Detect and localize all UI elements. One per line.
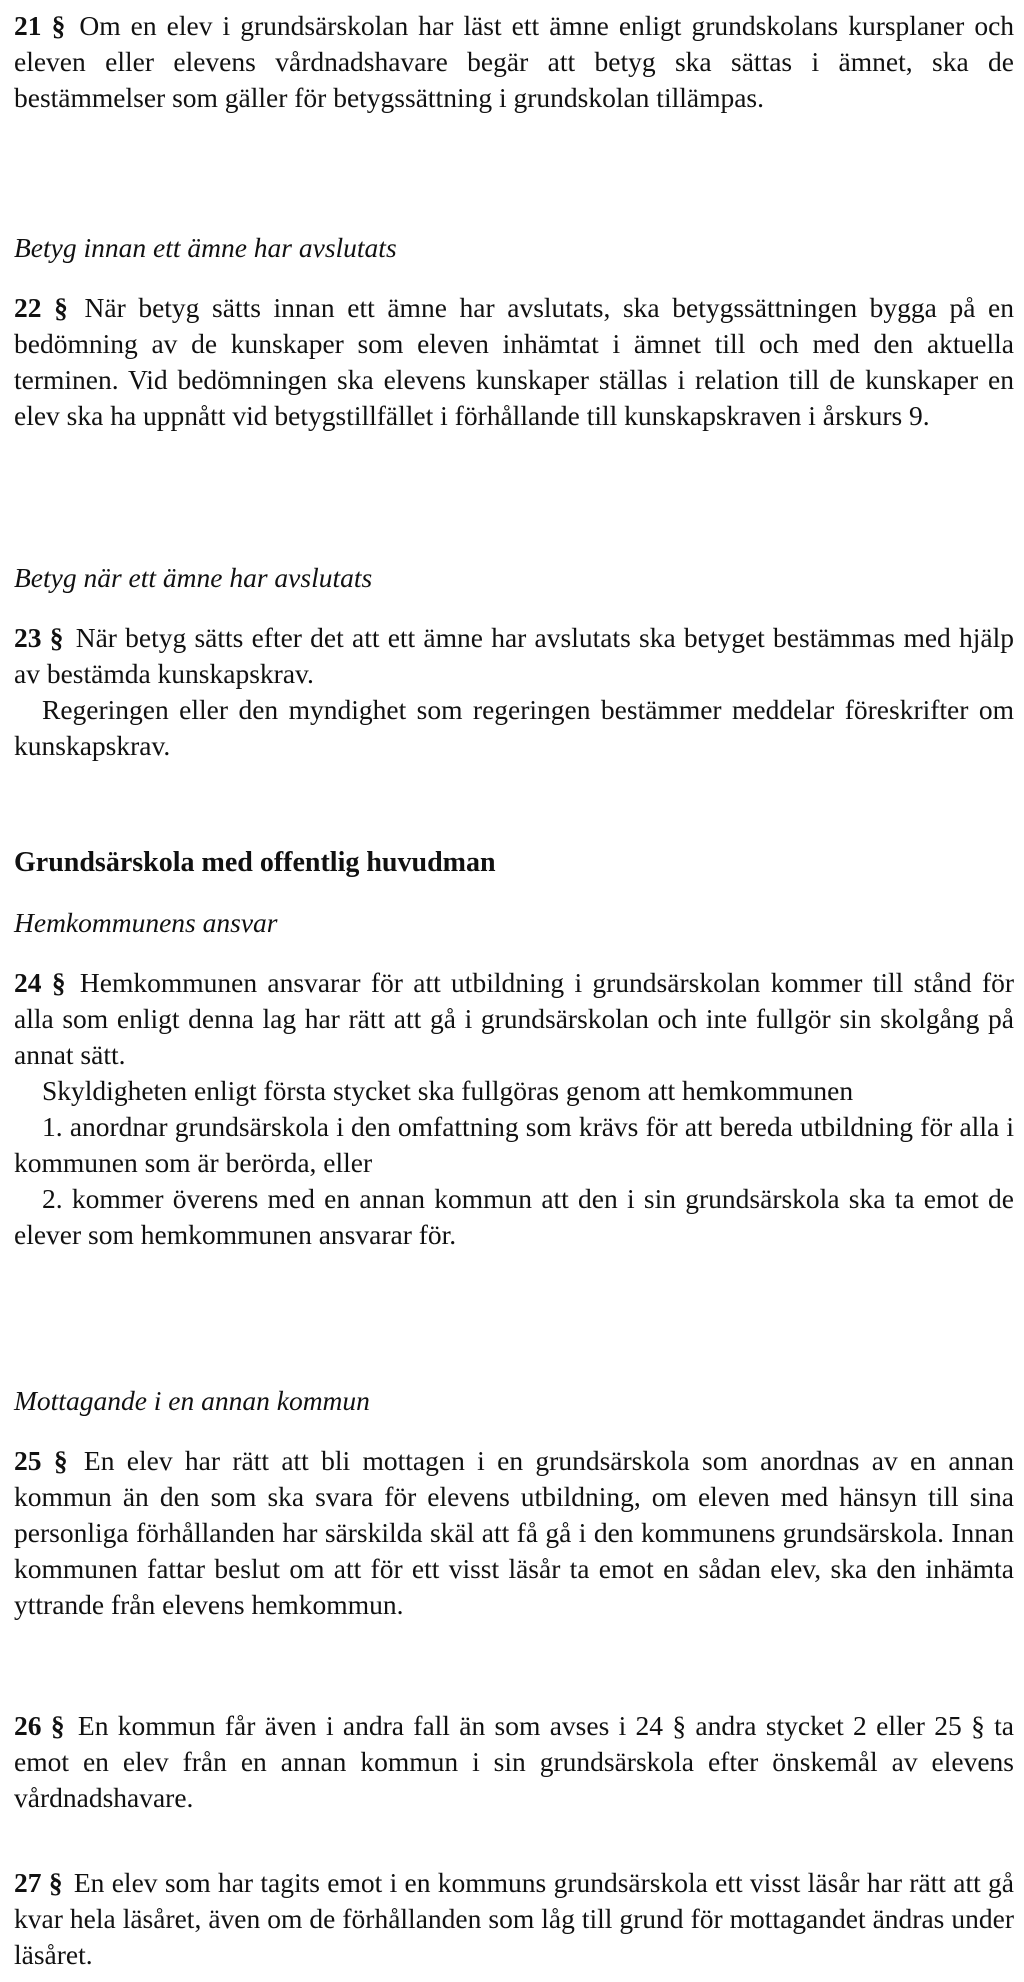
heading-betyg-nar — [14, 560, 1014, 596]
section-22 — [14, 290, 1014, 434]
section-25 — [14, 1443, 1014, 1623]
italic-heading: Betyg när ett ämne har avslutats — [14, 562, 373, 593]
paragraph-22 — [14, 290, 1014, 434]
heading-hemkommunens — [14, 905, 1014, 941]
section-number: 24 — [14, 967, 42, 998]
paragraph-text: En kommun får även i andra fall än som avses i 24 § andra stycket 2 eller 25 § ta emot en elev från en annan kommun i sin grundsärskola efter önskemål av elevens vårdnadshavare. — [14, 1710, 1015, 1813]
italic-heading: Mottagande i en annan kommun — [14, 1385, 370, 1416]
paragraph-24 — [14, 965, 1014, 1073]
heading-mottagande — [14, 1383, 1014, 1419]
section-sign: § — [53, 1445, 68, 1476]
bold-heading: Grundsärskola med offentlig huvudman — [14, 847, 496, 878]
section-26 — [14, 1708, 1014, 1816]
paragraph-text: Hemkommunen ansvarar för att utbildning i grundsärskolan kommer till stånd för alla som enligt denna lag har rätt att gå i grundsärskolan och inte fullgör sin skolgång på annat sätt. — [14, 967, 1015, 1070]
section-number: 25 — [14, 1445, 42, 1476]
section-sign: § — [51, 967, 66, 998]
paragraph-text: När betyg sätts efter det att ett ämne har avslutats ska betyget bestämmas med hjälp av bestämda kunskapskrav. — [14, 622, 1015, 689]
section-sign: § — [51, 10, 66, 41]
list-item-2: 2. kommer överens med en annan kommun att den i sin grundsärskola ska ta emot de elever som hemkommunen ansvarar för. — [14, 1183, 1014, 1250]
section-sign: § — [49, 622, 64, 653]
paragraph-23 — [14, 620, 1014, 692]
italic-heading: Betyg innan ett ämne har avslutats — [14, 232, 397, 263]
paragraph-21 — [14, 8, 1014, 116]
paragraph-text: När betyg sätts innan ett ämne har avslutats, ska betygssättningen bygga på en bedömning av de kunskaper som eleven inhämtat i ämnet till och med den aktuella terminen. Vid bedömningen ska elevens kunskaper ställas i relation till de kunskaper en elev ska ha uppnått vid betygstillfället i förhållande till kunskapskraven i årskurs 9. — [14, 292, 1015, 431]
section-sign: § — [50, 1710, 65, 1741]
paragraph-text: En elev har rätt att bli mottagen i en grundsärskola som anordnas av en annan kommun än den som ska svara för elevens utbildning, om eleven med hänsyn till sina personliga förhållanden har särskilda skäl att få gå i den kommunens grundsärskola. Innan kommunen fattar beslut om att för ett visst läsår ta emot en sådan elev, ska den inhämta yttrande från elevens hemkommun. — [14, 1445, 1014, 1620]
heading-grundsarskola — [14, 845, 1014, 881]
heading-betyg-innan — [14, 230, 1014, 266]
section-sign: § — [54, 292, 68, 323]
paragraph-text: Om en elev i grundsärskolan har läst ett ämne enligt grundskolans kursplaner och eleven eller elevens vårdnadshavare begär att betyg ska sättas i ämnet, ska de bestämmelser som gäller för betygssättning i grundskolan tillämpas. — [14, 10, 1015, 113]
section-number: 21 — [14, 10, 42, 41]
paragraph-26 — [14, 1708, 1014, 1816]
paragraph-24-second: Skyldigheten enligt första stycket ska fullgöras genom att hemkommunen — [42, 1075, 854, 1106]
section-number: 22 — [14, 292, 42, 323]
section-21 — [14, 8, 1014, 116]
paragraph-27 — [14, 1865, 1014, 1973]
paragraph-text: En elev som har tagits emot i en kommuns grundsärskola ett visst läsår har rätt att gå kvar hela läsåret, även om de förhållanden som låg till grund för mottagandet ändras under läsåret. — [14, 1867, 1015, 1970]
section-24 — [14, 965, 1014, 1253]
section-number: 23 — [14, 622, 42, 653]
section-27 — [14, 1865, 1014, 1973]
section-sign: § — [48, 1867, 63, 1898]
paragraph-23-second: Regeringen eller den myndighet som regeringen bestämmer meddelar föreskrifter om kunskapskrav. — [14, 694, 1014, 761]
section-number: 26 — [14, 1710, 42, 1741]
section-23 — [14, 620, 1014, 764]
paragraph-25 — [14, 1443, 1014, 1623]
italic-heading: Hemkommunens ansvar — [14, 907, 278, 938]
section-number: 27 — [14, 1867, 42, 1898]
list-item-1: 1. anordnar grundsärskola i den omfattning som krävs för att bereda utbildning för alla i kommunen som är berörda, eller — [14, 1111, 1014, 1178]
